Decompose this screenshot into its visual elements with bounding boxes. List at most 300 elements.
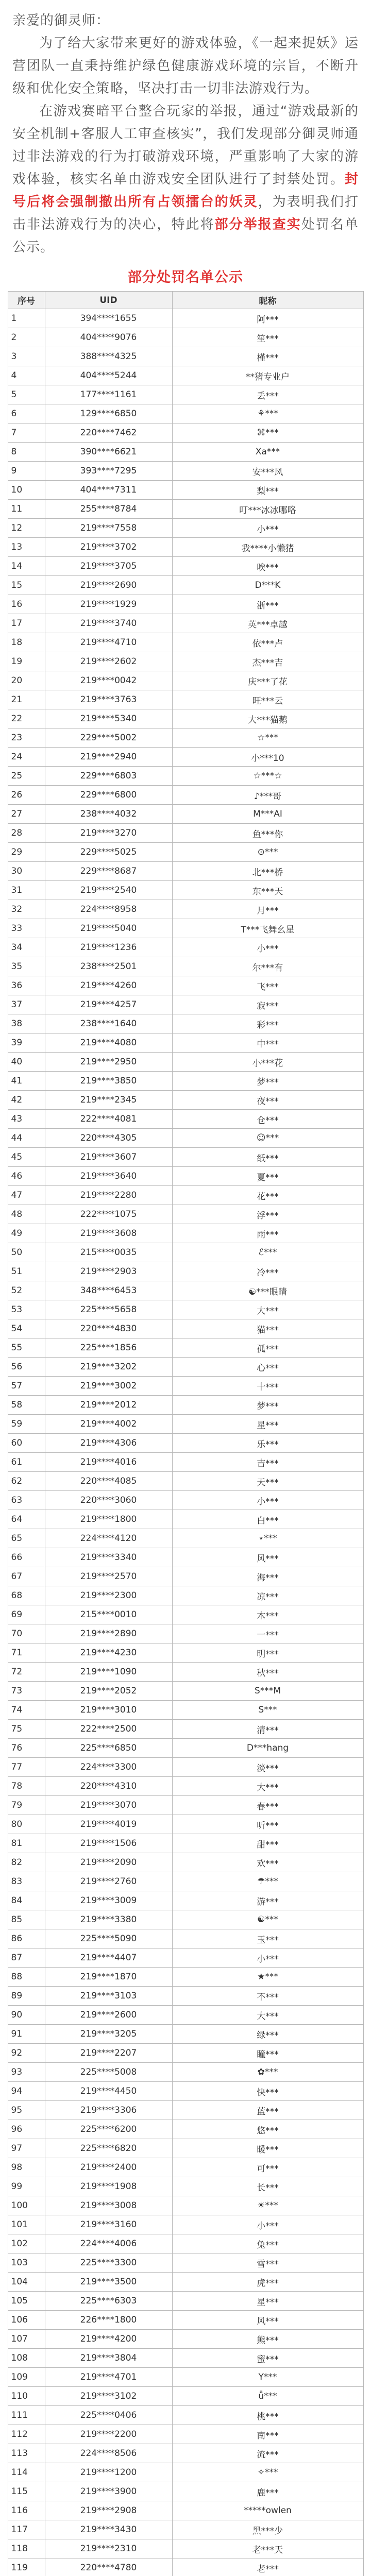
table-row [8,595,363,614]
table-row [8,671,363,690]
row-uid: 219****2400 [45,2158,172,2177]
table-row [8,1014,363,1033]
table-row [8,309,363,328]
row-uid: 219****3900 [45,2482,172,2501]
row-index: 4 [8,366,45,385]
row-index: 73 [8,1682,45,1701]
table-row [8,1110,363,1129]
row-index: 104 [8,2273,45,2292]
row-nickname: 安***风 [172,462,363,481]
table-row [8,2215,363,2234]
row-nickname: 春*** [172,1796,363,1815]
row-index: 118 [8,2539,45,2558]
row-uid: 224****8958 [45,900,172,919]
row-uid: 219****2345 [45,1091,172,1110]
row-nickname: T***飞舞幺星 [172,919,363,938]
row-nickname: 白*** [172,1510,363,1529]
row-index: 79 [8,1796,45,1815]
row-nickname: 长*** [172,2177,363,2196]
row-nickname: 蜜*** [172,2349,363,2368]
table-row [8,1167,363,1186]
row-index: 1 [8,309,45,328]
row-nickname: 可*** [172,2158,363,2177]
row-nickname: 明*** [172,1643,363,1663]
row-nickname: 星*** [172,2292,363,2311]
row-index: 72 [8,1663,45,1682]
row-uid: 219****2012 [45,1396,172,1415]
row-uid: 224****8506 [45,2444,172,2463]
row-index: 18 [8,633,45,652]
row-index: 33 [8,919,45,938]
row-nickname: D***hang [172,1739,363,1758]
row-index: 87 [8,1948,45,1968]
row-index: 29 [8,843,45,862]
row-index: 88 [8,1968,45,1987]
table-row [8,1243,363,1262]
row-uid: 219****2090 [45,1853,172,1872]
row-nickname: 依***卢 [172,633,363,652]
row-index: 83 [8,1872,45,1891]
table-row [8,1415,363,1434]
row-uid: 219****2300 [45,1586,172,1605]
row-index: 42 [8,1091,45,1110]
row-index: 82 [8,1853,45,1872]
row-nickname: 月*** [172,900,363,919]
table-row [8,614,363,633]
row-index: 94 [8,2082,45,2101]
row-index: 63 [8,1491,45,1510]
row-uid: 219****4450 [45,2082,172,2101]
row-nickname: 大***猫鹅 [172,709,363,728]
row-uid: 404****5244 [45,366,172,385]
table-row [8,1624,363,1643]
row-uid: 219****2540 [45,881,172,900]
row-index: 25 [8,767,45,786]
row-index: 75 [8,1720,45,1739]
row-nickname: ℰ*** [172,1243,363,1262]
row-index: 117 [8,2520,45,2539]
row-uid: 219****3070 [45,1796,172,1815]
table-row [8,366,363,385]
row-index: 39 [8,1033,45,1053]
row-index: 78 [8,1777,45,1796]
row-index: 37 [8,995,45,1014]
row-uid: 219****2950 [45,1053,172,1072]
table-row [8,1396,363,1415]
row-uid: 219****2310 [45,2539,172,2558]
row-index: 99 [8,2177,45,2196]
row-index: 47 [8,1186,45,1205]
greeting: 亲爱的御灵师： [12,13,110,28]
table-row [8,2539,363,2558]
table-row [8,1796,363,1815]
row-uid: 219****4016 [45,1453,172,1472]
intro-paragraph-2 [12,100,359,259]
intro-paragraph-2-highlight: 封号后将会强制撤出所有占领擂台的妖灵 [12,172,359,210]
row-uid: 219****2600 [45,2006,172,2025]
row-index: 77 [8,1758,45,1777]
row-uid: 219****3009 [45,1891,172,1910]
row-nickname: 我****小懒猪 [172,538,363,557]
row-nickname: ☀*** [172,2196,363,2215]
row-uid: 255****8784 [45,500,172,519]
row-nickname: **猪专业户 [172,366,363,385]
row-nickname: 流*** [172,2444,363,2463]
row-uid: 229****8687 [45,862,172,881]
row-nickname: M***AI [172,805,363,824]
table-row [8,2425,363,2444]
table-row [8,1319,363,1338]
row-uid: 229****5002 [45,728,172,748]
row-uid: 229****6803 [45,767,172,786]
row-uid: 224****4006 [45,2234,172,2253]
row-uid: 219****5340 [45,709,172,728]
row-nickname: S*** [172,1701,363,1720]
table-row [8,976,363,995]
row-index: 48 [8,1205,45,1224]
row-nickname: 悠*** [172,2120,363,2139]
row-uid: 219****3763 [45,690,172,709]
intro-paragraph-3-highlight: 部分举报查实 [214,217,301,232]
row-index: 2 [8,328,45,347]
table-row [8,690,363,709]
table-row [8,1453,363,1472]
row-index: 38 [8,1014,45,1033]
row-uid: 219****4306 [45,1434,172,1453]
row-index: 95 [8,2101,45,2120]
row-uid: 219****2052 [45,1682,172,1701]
row-nickname: 大*** [172,1777,363,1796]
row-index: 92 [8,2044,45,2063]
row-index: 68 [8,1586,45,1605]
table-row [8,2387,363,2406]
row-index: 108 [8,2349,45,2368]
table-row [8,1777,363,1796]
table-row [8,995,363,1014]
table-row [8,2311,363,2330]
row-nickname: 猫*** [172,1319,363,1338]
table-row [8,1815,363,1834]
row-nickname: 冷*** [172,1262,363,1281]
row-index: 60 [8,1434,45,1453]
row-uid: 390****6621 [45,443,172,462]
row-uid: 225****3300 [45,2253,172,2273]
table-row [8,1605,363,1624]
row-index: 96 [8,2120,45,2139]
header-uid: UID [45,292,172,309]
row-index: 3 [8,347,45,366]
row-uid: 219****3102 [45,2387,172,2406]
table-row [8,2273,363,2292]
row-uid: 222****1075 [45,1205,172,1224]
row-uid: 219****4019 [45,1815,172,1834]
row-index: 21 [8,690,45,709]
row-uid: 220****7462 [45,423,172,443]
row-nickname: 花*** [172,1186,363,1205]
row-nickname: *****owlen [172,2501,363,2520]
row-index: 106 [8,2311,45,2330]
row-uid: 219****3640 [45,1167,172,1186]
intro-paragraph-2-text: 在游戏赛暗平台整合玩家的举报，通过“游戏最新的安全机制+客服人工审查核实”，我们发现部分御灵师通过非法游戏的行为打破游戏环境，严重影响了大家的游戏体验，核实名单由游戏安全团队进行了封禁处罚。 [12,104,359,187]
row-uid: 220****4830 [45,1319,172,1338]
row-uid: 225****6303 [45,2292,172,2311]
row-uid: 219****2602 [45,652,172,671]
row-uid: 219****4701 [45,2368,172,2387]
row-uid: 219****4230 [45,1643,172,1663]
row-nickname: 甜*** [172,1834,363,1853]
row-nickname: 英***卓越 [172,614,363,633]
row-index: 32 [8,900,45,919]
table-row [8,538,363,557]
row-uid: 219****1929 [45,595,172,614]
table-row [8,2253,363,2273]
table-row [8,1643,363,1663]
row-uid: 229****6800 [45,786,172,805]
row-nickname: 瞳*** [172,2044,363,2063]
row-nickname: ⌘*** [172,423,363,443]
table-row [8,1701,363,1720]
table-row [8,1548,363,1567]
row-nickname: 小*** [172,1948,363,1968]
row-index: 115 [8,2482,45,2501]
row-nickname: 北***桥 [172,862,363,881]
row-uid: 219****3608 [45,1224,172,1243]
row-uid: 219****1506 [45,1834,172,1853]
table-row [8,385,363,404]
row-uid: 219****2940 [45,748,172,767]
row-nickname: 欢*** [172,1853,363,1872]
intro-paragraph-1: 为了给大家带来更好的游戏体验，《一起来捉妖》运营团队一直秉持维护绿色健康游戏环境的宗旨，不断升级和优化安全策略，坚决打击一切非法游戏行为。 [12,36,359,96]
row-index: 86 [8,1929,45,1948]
row-uid: 225****6200 [45,2120,172,2139]
row-uid: 215****0010 [45,1605,172,1624]
row-nickname: ǖ*** [172,2387,363,2406]
row-index: 16 [8,595,45,614]
row-uid: 388****4325 [45,347,172,366]
row-nickname: 绿*** [172,2025,363,2044]
table-row [8,843,363,862]
row-index: 9 [8,462,45,481]
row-nickname: 老*** [172,2558,363,2576]
row-index: 62 [8,1472,45,1491]
table-row [8,1033,363,1053]
table-row [8,2234,363,2253]
row-nickname: 心*** [172,1358,363,1377]
table-row [8,1129,363,1148]
row-uid: 219****1908 [45,2177,172,2196]
row-index: 107 [8,2330,45,2349]
table-row [8,328,363,347]
row-index: 105 [8,2292,45,2311]
row-nickname: Y*** [172,2368,363,2387]
row-nickname: 寂*** [172,995,363,1014]
row-nickname: 东***天 [172,881,363,900]
row-nickname: 清*** [172,1720,363,1739]
row-index: 97 [8,2139,45,2158]
table-row [8,1205,363,1224]
table-row [8,2368,363,2387]
row-uid: 225****6850 [45,1739,172,1758]
row-uid: 222****4081 [45,1110,172,1129]
row-index: 64 [8,1510,45,1529]
header-index: 序号 [8,292,45,309]
row-nickname: 夏*** [172,1167,363,1186]
row-index: 61 [8,1453,45,1472]
row-uid: 219****7558 [45,519,172,538]
row-index: 11 [8,500,45,519]
table-row [8,576,363,595]
table-row [8,728,363,748]
row-index: 34 [8,938,45,957]
row-nickname: 南*** [172,2425,363,2444]
table-row [8,2292,363,2311]
row-uid: 219****4080 [45,1033,172,1053]
table-row [8,2120,363,2139]
row-index: 113 [8,2444,45,2463]
row-nickname: ☯***眼睛 [172,1281,363,1300]
table-row [8,1491,363,1510]
row-index: 70 [8,1624,45,1643]
row-nickname: 游*** [172,1891,363,1910]
row-nickname: 暖*** [172,2139,363,2158]
row-index: 58 [8,1396,45,1415]
penalty-table [8,291,364,2576]
row-nickname: 黑***少 [172,2520,363,2539]
row-index: 69 [8,1605,45,1624]
row-nickname: ✿*** [172,2063,363,2082]
row-uid: 219****3160 [45,2215,172,2234]
row-uid: 219****2207 [45,2044,172,2063]
row-nickname: ⋆*** [172,1529,363,1548]
table-row [8,1262,363,1281]
row-uid: 129****6850 [45,404,172,423]
row-uid: 219****1800 [45,1510,172,1529]
row-uid: 220****4305 [45,1129,172,1148]
table-row [8,1358,363,1377]
table-row [8,1434,363,1453]
row-uid: 219****2280 [45,1186,172,1205]
row-nickname: 鱼***你 [172,824,363,843]
row-index: 46 [8,1167,45,1186]
row-nickname: 风*** [172,2311,363,2330]
row-uid: 394****1655 [45,309,172,328]
table-row [8,786,363,805]
row-nickname: ☺*** [172,1129,363,1148]
row-index: 90 [8,2006,45,2025]
row-uid: 219****3607 [45,1148,172,1167]
row-nickname: ✧*** [172,2463,363,2482]
row-index: 13 [8,538,45,557]
table-row [8,1510,363,1529]
table-row [8,2177,363,2196]
row-index: 17 [8,614,45,633]
row-index: 53 [8,1300,45,1319]
row-uid: 225****5658 [45,1300,172,1319]
row-index: 49 [8,1224,45,1243]
row-uid: 219****3705 [45,557,172,576]
row-nickname: 天*** [172,1472,363,1491]
row-nickname: 雨*** [172,1224,363,1243]
row-index: 23 [8,728,45,748]
table-row [8,1300,363,1319]
row-nickname: 木*** [172,1605,363,1624]
table-row [8,443,363,462]
row-uid: 393****7295 [45,462,172,481]
row-uid: 238****4032 [45,805,172,824]
row-nickname: 海*** [172,1567,363,1586]
table-row [8,2139,363,2158]
row-nickname: 杰***吉 [172,652,363,671]
row-nickname: 叮***冰冰哪咯 [172,500,363,519]
row-uid: 219****2760 [45,1872,172,1891]
table-row [8,2063,363,2082]
row-uid: 219****4710 [45,633,172,652]
row-index: 100 [8,2196,45,2215]
table-row [8,2482,363,2501]
table-row [8,1377,363,1396]
table-row [8,709,363,728]
table-row [8,2501,363,2520]
row-uid: 219****2690 [45,576,172,595]
row-uid: 219****3804 [45,2349,172,2368]
table-row [8,2101,363,2120]
row-uid: 225****1856 [45,1338,172,1358]
row-uid: 219****4002 [45,1415,172,1434]
row-index: 55 [8,1338,45,1358]
row-index: 6 [8,404,45,423]
row-uid: 219****1200 [45,2463,172,2482]
row-index: 89 [8,1987,45,2006]
row-uid: 219****3010 [45,1701,172,1720]
row-uid: 404****7311 [45,481,172,500]
table-row [8,2558,363,2576]
table-row [8,1567,363,1586]
row-index: 56 [8,1358,45,1377]
row-nickname: 笙*** [172,328,363,347]
row-uid: 238****2501 [45,957,172,976]
row-index: 7 [8,423,45,443]
row-uid: 404****9076 [45,328,172,347]
row-nickname: ⚘*** [172,404,363,423]
row-nickname: 大*** [172,1300,363,1319]
row-uid: 219****3002 [45,1377,172,1396]
table-row [8,404,363,423]
table-row [8,1224,363,1243]
row-index: 14 [8,557,45,576]
row-index: 15 [8,576,45,595]
row-index: 103 [8,2253,45,2273]
table-row [8,1072,363,1091]
table-row [8,2196,363,2215]
row-nickname: 快*** [172,2082,363,2101]
row-index: 112 [8,2425,45,2444]
row-uid: 219****3205 [45,2025,172,2044]
row-nickname: 凉*** [172,1586,363,1605]
row-uid: 177****1161 [45,385,172,404]
header-nickname: 昵称 [172,292,363,309]
row-nickname: 星*** [172,1415,363,1434]
table-row [8,2006,363,2025]
row-nickname: 飞*** [172,976,363,995]
row-nickname: S***M [172,1682,363,1701]
row-uid: 219****3103 [45,1987,172,2006]
table-row [8,938,363,957]
row-uid: 219****2903 [45,1262,172,1281]
table-row [8,2406,363,2425]
row-uid: 219****1236 [45,938,172,957]
intro-paragraph-3-suffix: 处罚名单公示。 [12,217,359,255]
row-nickname: 孤*** [172,1338,363,1358]
